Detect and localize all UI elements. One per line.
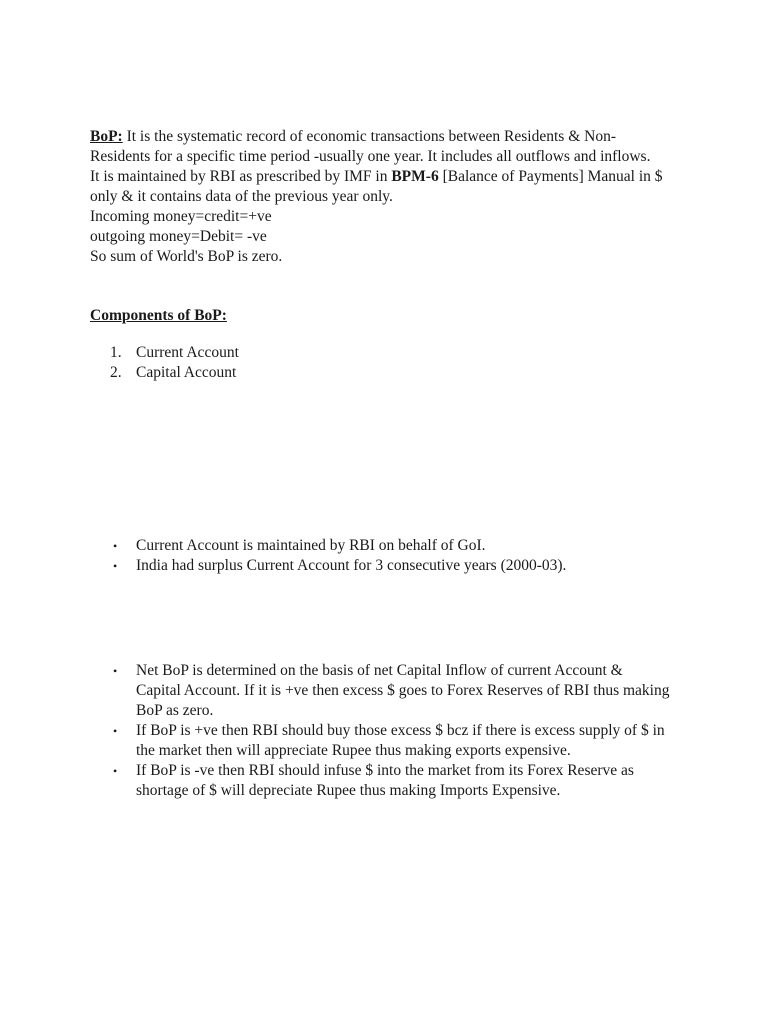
components-list (90, 343, 670, 383)
bop-maintained-text: It is maintained by RBI as prescribed by IMF in (90, 168, 392, 185)
bop-manual-text: [Balance of Payments] Manual in $ only & it contains data of the previous year only. (90, 168, 663, 205)
credit-line: Incoming money=credit=+ve (90, 208, 272, 225)
list-item-text: If BoP is +ve then RBI should buy those excess $ bcz if there is excess supply of $ in the market then will appreciate Rupee thus making exports expensive. (136, 722, 665, 759)
list-item-text: If BoP is -ve then RBI should infuse $ into the market from its Forex Reserve as shortage of $ will depreciate Rupee thus making Imports Expensive. (136, 762, 634, 799)
list-item (90, 661, 670, 721)
bop-term: BoP: (90, 128, 123, 145)
list-item-text: Current Account is maintained by RBI on behalf of GoI. (136, 537, 486, 554)
bullet-icon: • (113, 559, 118, 573)
list-item-text: Capital Account (136, 364, 237, 381)
current-account-notes (90, 536, 670, 576)
list-item-text: India had surplus Current Account for 3 consecutive years (2000-03). (136, 557, 567, 574)
list-item (90, 536, 670, 556)
components-heading: Components of BoP: (90, 307, 227, 324)
list-item-text: Net BoP is determined on the basis of net Capital Inflow of current Account & Capital Account. If it is +ve then excess $ goes to Forex Reserves of RBI thus making BoP as zero. (136, 662, 670, 719)
bop-definition-text: It is the systematic record of economic transactions between Residents & Non-Residents for a specific time period -usually one year. It includes all outflows and inflows. (90, 128, 651, 165)
list-number: 1. (110, 344, 122, 361)
bullet-icon: • (113, 764, 118, 778)
list-item (90, 343, 670, 363)
debit-line: outgoing money=Debit= -ve (90, 228, 267, 245)
list-item (90, 363, 670, 383)
list-number: 2. (110, 364, 122, 381)
list-item (90, 556, 670, 576)
bpm-6-term: BPM-6 (391, 168, 439, 185)
intro-section (90, 127, 670, 267)
net-bop-notes (90, 661, 670, 801)
bullet-icon: • (113, 724, 118, 738)
list-item (90, 761, 670, 801)
bop-maintained-by (90, 167, 670, 207)
bullet-icon: • (113, 664, 118, 678)
list-item-text: Current Account (136, 344, 239, 361)
world-bop-zero-line: So sum of World's BoP is zero. (90, 248, 283, 265)
list-item (90, 721, 670, 761)
bop-definition (90, 127, 670, 167)
bullet-icon: • (113, 539, 118, 553)
